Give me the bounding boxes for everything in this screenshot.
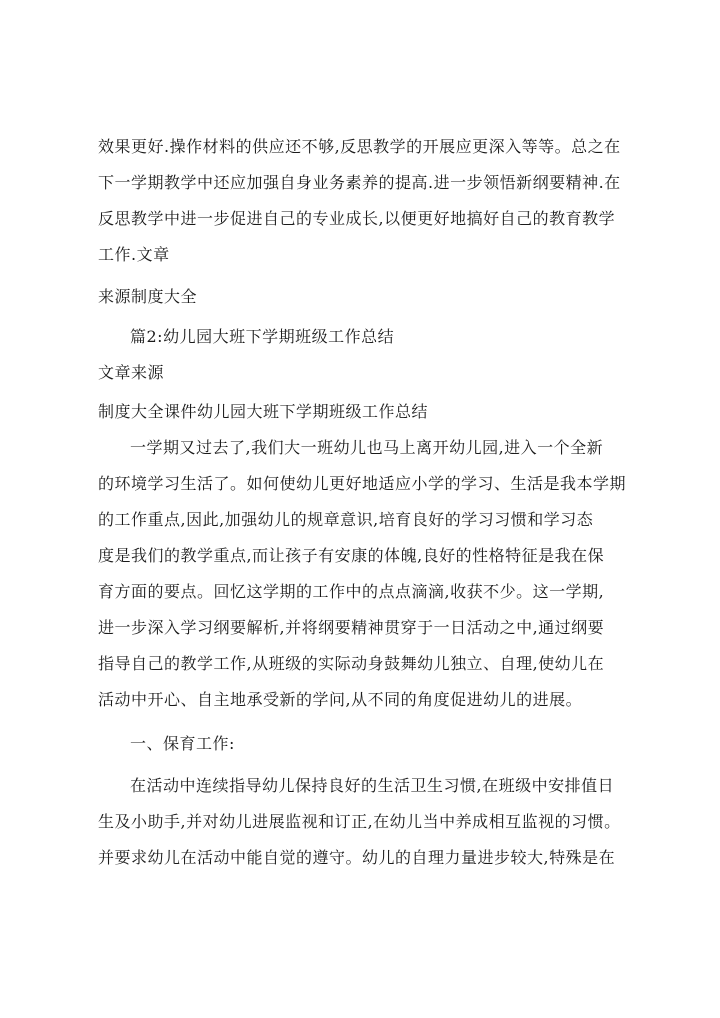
text-line: 下一学期教学中还应加强自身业务素养的提高.进一步领悟新纲要精神.在: [98, 173, 621, 192]
text-line: 一学期又过去了,我们大一班幼儿也马上离开幼儿园,进入一个全新: [130, 438, 604, 457]
text-line: 度是我们的教学重点,而让孩子有安康的体魄,良好的性格特征是我在保: [98, 546, 605, 565]
text-line: 的工作重点,因此,加强幼儿的规章意识,培育良好的学习习惯和学习态: [98, 510, 594, 529]
text-line: 并要求幼儿在活动中能自觉的遵守。幼儿的自理力量进步较大,特殊是在: [98, 848, 616, 867]
section-heading: 一、保育工作:: [130, 734, 235, 753]
text-line: 效果更好.操作材料的供应还不够,反思教学的开展应更深入等等。总之在: [98, 137, 621, 156]
text-line: 的环境学习生活了。如何使幼儿更好地适应小学的学习、生活是我本学期: [98, 474, 627, 493]
text-line: 活动中开心、自主地承受新的学问,从不同的角度促进幼儿的进展。: [98, 690, 583, 709]
text-line: 进一步深入学习纲要解析,并将纲要精神贯穿于一日活动之中,通过纲要: [98, 618, 605, 637]
document-title-line: 制度大全课件幼儿园大班下学期班级工作总结: [98, 402, 429, 421]
text-line: 生及小助手,并对幼儿进展监视和订正,在幼儿当中养成相互监视的习惯。: [98, 812, 621, 831]
text-line: 指导自己的教学工作,从班级的实际动身鼓舞幼儿独立、自理,使幼儿在: [98, 654, 605, 673]
text-line: 工作.文章: [98, 245, 170, 264]
text-line: 文章来源: [98, 363, 165, 382]
text-line: 反思教学中进一步促进自己的专业成长,以便更好地搞好自己的教育教学: [98, 209, 616, 228]
text-line: 在活动中连续指导幼儿保持良好的生活卫生习惯,在班级中安排值日: [130, 776, 615, 795]
text-line: 育方面的要点。回忆这学期的工作中的点点滴滴,收获不少。这一学期,: [98, 582, 605, 601]
text-line: 来源制度大全: [98, 287, 198, 306]
section-heading: 篇2:幼儿园大班下学期班级工作总结: [130, 327, 395, 346]
